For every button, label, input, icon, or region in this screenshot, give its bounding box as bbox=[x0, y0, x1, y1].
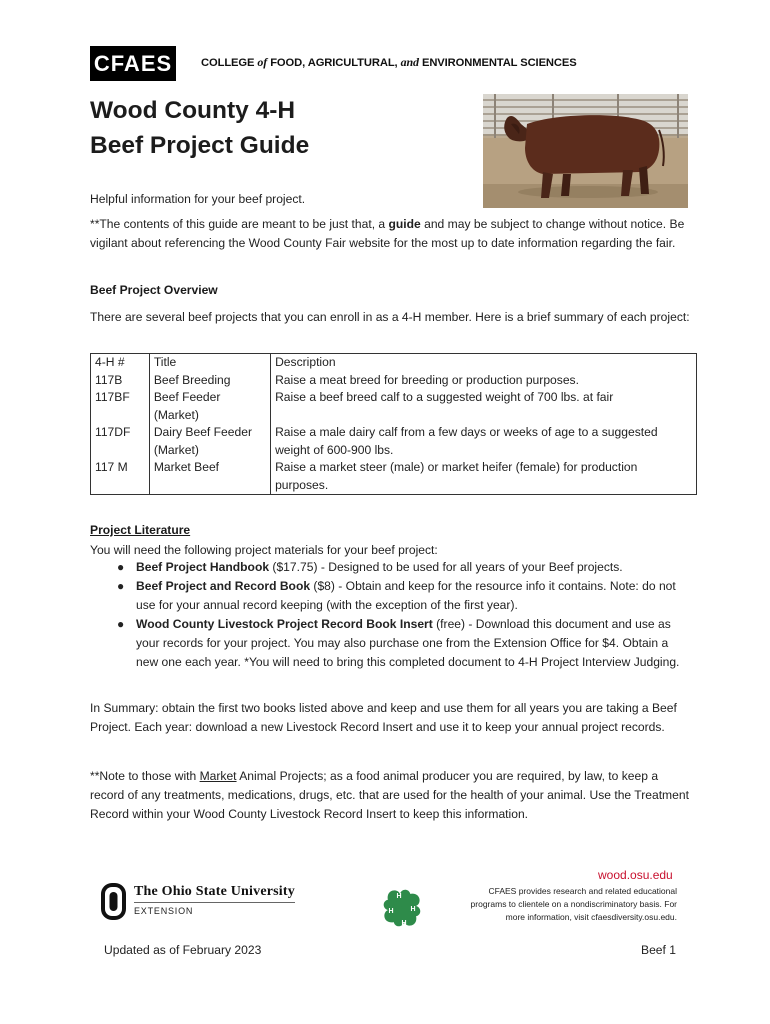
svg-text:H: H bbox=[396, 893, 402, 900]
svg-text:H: H bbox=[410, 906, 416, 913]
table-cell: Market Beef bbox=[149, 459, 270, 495]
page-title bbox=[90, 93, 470, 163]
overview-heading: Beef Project Overview bbox=[90, 283, 218, 297]
table-cell: 117DF bbox=[91, 424, 150, 459]
website-link[interactable]: wood.osu.edu bbox=[598, 868, 673, 882]
table-row bbox=[91, 459, 697, 495]
list-item: ● Wood County Livestock Project Record Book Insert (free) - Download this document and use as your records for your project. You may also purchase one from the Extension Office for $4. Obtain a new one each year. *You will need to bring this completed document to 4-H Project Interview Judging. bbox=[117, 617, 680, 669]
bullet-icon: ● bbox=[117, 579, 125, 593]
cfaes-logo: CFAES bbox=[90, 46, 176, 81]
list-item: ● Beef Project Handbook ($17.75) - Designed to be used for all years of your Beef projects. bbox=[90, 558, 690, 577]
osu-block-o-icon bbox=[101, 883, 126, 920]
table-cell: Dairy Beef Feeder (Market) bbox=[149, 424, 270, 459]
summary-text: In Summary: obtain the first two books listed above and keep and use them for all years you are taking a Beef Project. Each year: download a new Livestock Record Insert and use it to keep your annual project records. bbox=[90, 701, 677, 734]
svg-text:H: H bbox=[401, 920, 407, 927]
table-cell: 117B bbox=[91, 372, 150, 390]
list-item: ● Beef Project and Record Book ($8) - Obtain and keep for the resource info it contains. Note: do not use for your annual record keeping (with the exception of the first year). bbox=[117, 579, 676, 612]
overview-text: There are several beef projects that you can enroll in as a 4-H member. Here is a brief summary of each project: bbox=[90, 310, 690, 324]
nondiscrimination-statement: CFAES provides research and related educational programs to clientele on a nondiscriminatory basis. For more information, visit cfaesdiversity.osu.edu. bbox=[470, 886, 677, 922]
title-line-2: Beef Project Guide bbox=[90, 132, 310, 159]
college-name: COLLEGE of FOOD, AGRICULTURAL, and ENVIRONMENTAL SCIENCES bbox=[201, 55, 577, 69]
intro-text: Helpful information for your beef project. bbox=[90, 192, 306, 206]
bullet-icon: ● bbox=[117, 617, 125, 631]
page-number: Beef 1 bbox=[641, 943, 676, 957]
table-cell: Raise a male dairy calf from a few days or weeks of age to a suggested weight of 600-900 lbs. bbox=[271, 424, 697, 459]
table-cell: Raise a market steer (male) or market heifer (female) for production purposes. bbox=[271, 459, 697, 495]
osu-extension-label: EXTENSION bbox=[134, 906, 194, 916]
table-header-cell: Description bbox=[271, 354, 697, 372]
bullet-icon: ● bbox=[117, 560, 125, 574]
osu-wordmark: The Ohio State University bbox=[134, 884, 295, 903]
svg-text:H: H bbox=[388, 908, 394, 915]
table-row bbox=[91, 372, 697, 390]
table-cell: 117 M bbox=[91, 459, 150, 495]
table-header-cell: 4-H # bbox=[91, 354, 150, 372]
projects-table bbox=[90, 353, 697, 495]
updated-date: Updated as of February 2023 bbox=[104, 943, 262, 957]
title-line-1: Wood County 4-H bbox=[90, 97, 296, 124]
market-note: **Note to those with Market Animal Projects; as a food animal producer you are required, by law, to keep a record of any treatments, medications, drugs, etc. that are used for the health of your animal. Use the Treatment Record within your Wood County Livestock Record Insert to keep this information. bbox=[90, 769, 689, 821]
table-cell: Raise a beef breed calf to a suggested weight of 700 lbs. at fair bbox=[271, 389, 697, 424]
table-row bbox=[91, 389, 697, 424]
4h-clover-icon bbox=[378, 884, 426, 934]
literature-intro: You will need the following project materials for your beef project: bbox=[90, 543, 438, 557]
literature-list bbox=[90, 558, 690, 672]
table-cell: Raise a meat breed for breeding or production purposes. bbox=[271, 372, 697, 390]
table-row bbox=[91, 424, 697, 459]
table-header-cell: Title bbox=[149, 354, 270, 372]
table-header-row bbox=[91, 354, 697, 372]
table-cell: 117BF bbox=[91, 389, 150, 424]
table-cell: Beef Feeder (Market) bbox=[149, 389, 270, 424]
literature-heading: Project Literature bbox=[90, 523, 191, 537]
disclaimer-note: **The contents of this guide are meant to be just that, a guide and may be subject to change without notice. Be vigilant about referencing the Wood County Fair website for the most up to date information regarding the fair. bbox=[90, 217, 685, 250]
table-cell: Beef Breeding bbox=[149, 372, 270, 390]
